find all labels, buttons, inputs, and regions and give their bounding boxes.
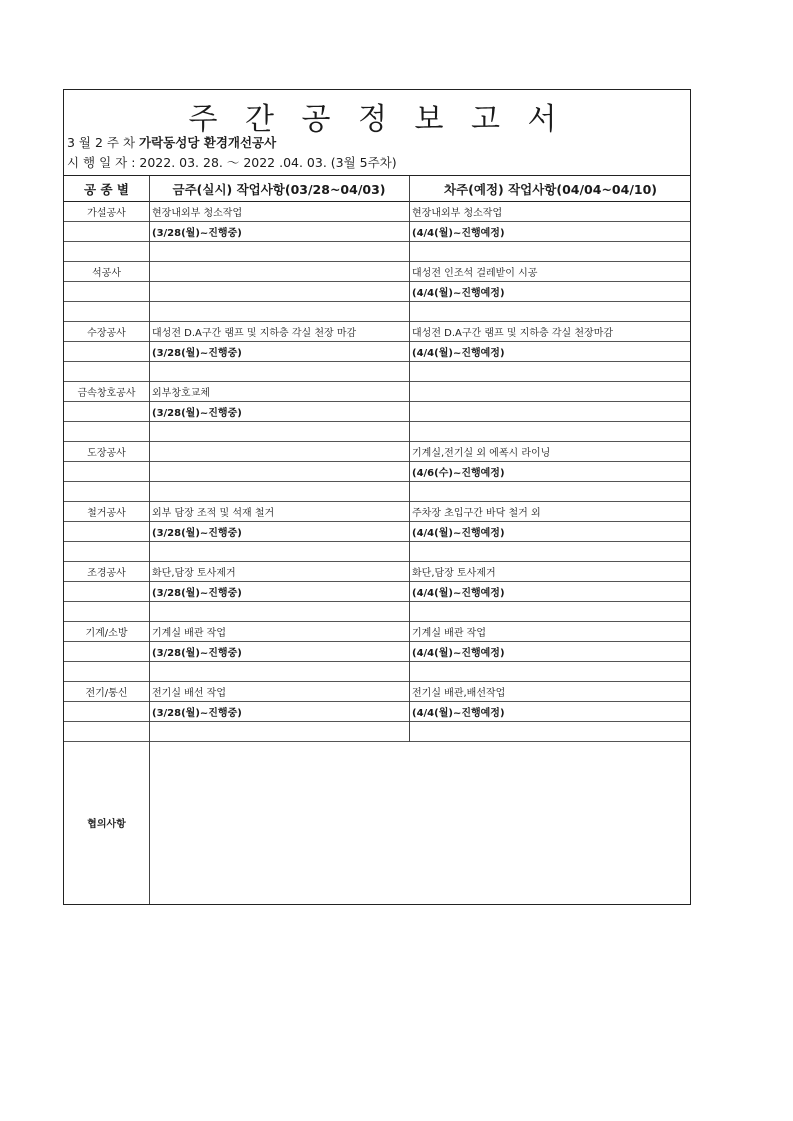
table-row xyxy=(64,662,690,682)
table-row xyxy=(64,622,690,642)
period-line: 시 행 일 자 : 2022. 03. 28. ～ 2022 .04. 03. (3월 5주차) xyxy=(67,155,397,170)
category-cell: 도장공사 xyxy=(87,448,126,459)
current-status-cell: (3/28(월)~진행중) xyxy=(152,528,242,539)
current-work-cell xyxy=(149,542,409,561)
category-cell xyxy=(64,422,149,441)
category-cell xyxy=(64,362,149,381)
table-row xyxy=(64,522,690,542)
current-work-cell: 기계실 배관 작업 xyxy=(152,628,226,639)
category-cell xyxy=(64,342,149,361)
table-row xyxy=(64,242,690,262)
category-cell: 철거공사 xyxy=(87,508,126,519)
table-row xyxy=(64,362,690,382)
next-status-cell: (4/4(월)~진행예정) xyxy=(412,588,505,599)
table-row xyxy=(64,462,690,482)
next-work-cell: 대성전 D.A구간 램프 및 지하층 각실 천장마감 xyxy=(412,328,614,339)
current-work-cell: 전기실 배선 작업 xyxy=(152,688,226,699)
current-work-cell: 외부 담장 조적 및 석재 철거 xyxy=(152,508,275,519)
next-work-cell: 기계실 배관 작업 xyxy=(412,628,486,639)
category-cell: 금속창호공사 xyxy=(77,388,136,399)
current-work-cell xyxy=(149,422,409,441)
column-divider xyxy=(409,176,410,742)
current-work-cell xyxy=(149,302,409,321)
table-row xyxy=(64,422,690,442)
current-work-cell xyxy=(149,362,409,381)
current-work-cell xyxy=(149,482,409,501)
category-cell: 수장공사 xyxy=(87,328,126,339)
report-header xyxy=(64,90,690,176)
next-work-cell xyxy=(409,422,692,441)
next-work-cell xyxy=(409,662,692,681)
category-cell xyxy=(64,702,149,721)
next-work-cell xyxy=(409,362,692,381)
next-work-cell xyxy=(409,542,692,561)
consultation-section xyxy=(64,742,690,904)
table-row xyxy=(64,302,690,322)
current-status-cell: (3/28(월)~진행중) xyxy=(152,588,242,599)
current-status-cell: (3/28(월)~진행중) xyxy=(152,228,242,239)
next-work-cell: 화단,담장 토사제거 xyxy=(412,568,496,579)
category-cell xyxy=(64,242,149,261)
category-cell xyxy=(64,722,149,741)
category-cell xyxy=(64,462,149,481)
table-row xyxy=(64,282,690,302)
current-status-cell: (3/28(월)~진행중) xyxy=(152,408,242,419)
current-work-cell xyxy=(149,722,409,741)
next-work-cell: 기계실,전기실 외 에폭시 라이닝 xyxy=(412,448,551,459)
next-work-cell xyxy=(409,722,692,741)
category-cell xyxy=(64,542,149,561)
current-work-cell xyxy=(149,602,409,621)
next-work-cell: 현장내외부 청소작업 xyxy=(412,208,503,219)
next-status-cell: (4/4(월)~진행예정) xyxy=(412,648,505,659)
current-work-cell: 대성전 D.A구간 램프 및 지하층 각실 천장 마감 xyxy=(152,328,357,339)
category-cell: 조경공사 xyxy=(87,568,126,579)
category-cell xyxy=(64,662,149,681)
category-cell: 전기/통신 xyxy=(85,688,128,699)
header-current: 금주(실시) 작업사항(03/28~04/03) xyxy=(172,181,386,197)
category-cell: 기계/소방 xyxy=(85,628,128,639)
next-work-cell xyxy=(409,382,692,401)
column-divider xyxy=(149,176,150,904)
table-row xyxy=(64,222,690,242)
next-status-cell: (4/4(월)~진행예정) xyxy=(412,708,505,719)
category-cell xyxy=(64,642,149,661)
table-row xyxy=(64,562,690,582)
next-status-cell: (4/4(월)~진행예정) xyxy=(412,288,505,299)
current-status-cell xyxy=(149,462,409,481)
table-header-row xyxy=(64,176,690,202)
weekly-report xyxy=(63,89,691,905)
header-category: 공 종 별 xyxy=(84,181,129,197)
next-status-cell: (4/6(수)~진행예정) xyxy=(412,468,505,479)
category-cell xyxy=(64,602,149,621)
report-title: 주 간 공 정 보 고 서 xyxy=(188,102,566,137)
current-work-cell: 화단,담장 토사제거 xyxy=(152,568,236,579)
next-work-cell: 대성전 인조석 걸레받이 시공 xyxy=(412,268,538,279)
table-row xyxy=(64,602,690,622)
table-row xyxy=(64,382,690,402)
table-row xyxy=(64,262,690,282)
current-work-cell: 현장내외부 청소작업 xyxy=(152,208,243,219)
category-cell xyxy=(64,522,149,541)
category-cell xyxy=(64,582,149,601)
next-work-cell: 전기실 배관,배선작업 xyxy=(412,688,506,699)
category-cell xyxy=(64,302,149,321)
next-status-cell: (4/4(월)~진행예정) xyxy=(412,348,505,359)
header-next: 차주(예정) 작업사항(04/04~04/10) xyxy=(444,181,657,197)
current-status-cell: (3/28(월)~진행중) xyxy=(152,348,242,359)
next-work-cell xyxy=(409,482,692,501)
table-row xyxy=(64,482,690,502)
current-work-cell xyxy=(149,442,409,461)
table-row xyxy=(64,722,690,742)
current-work-cell xyxy=(149,662,409,681)
current-status-cell: (3/28(월)~진행중) xyxy=(152,708,242,719)
category-cell xyxy=(64,222,149,241)
table-row xyxy=(64,642,690,662)
current-work-cell xyxy=(149,262,409,281)
next-status-cell xyxy=(409,402,692,421)
table-row xyxy=(64,442,690,462)
table-row xyxy=(64,682,690,702)
consultation-label: 협의사항 xyxy=(87,819,126,830)
table-row xyxy=(64,342,690,362)
table-row xyxy=(64,702,690,722)
project-name: 가락동성당 환경개선공사 xyxy=(139,135,277,150)
table-row xyxy=(64,582,690,602)
week-line xyxy=(67,133,276,151)
next-work-cell xyxy=(409,302,692,321)
next-work-cell: 주차장 초입구간 바닥 철거 외 xyxy=(412,508,541,519)
category-cell: 석공사 xyxy=(92,268,121,279)
current-status-cell xyxy=(149,282,409,301)
category-cell xyxy=(64,402,149,421)
table-row xyxy=(64,322,690,342)
table-row xyxy=(64,542,690,562)
category-cell: 가설공사 xyxy=(87,208,126,219)
category-cell xyxy=(64,282,149,301)
table-row xyxy=(64,502,690,522)
next-status-cell: (4/4(월)~진행예정) xyxy=(412,528,505,539)
current-work-cell: 외부창호교체 xyxy=(152,388,210,399)
next-work-cell xyxy=(409,602,692,621)
current-status-cell: (3/28(월)~진행중) xyxy=(152,648,242,659)
next-status-cell: (4/4(월)~진행예정) xyxy=(412,228,505,239)
table-row xyxy=(64,202,690,222)
week-label: 3 월 2 주 차 xyxy=(67,135,136,150)
category-cell xyxy=(64,482,149,501)
table-row xyxy=(64,402,690,422)
next-work-cell xyxy=(409,242,692,261)
current-work-cell xyxy=(149,242,409,261)
